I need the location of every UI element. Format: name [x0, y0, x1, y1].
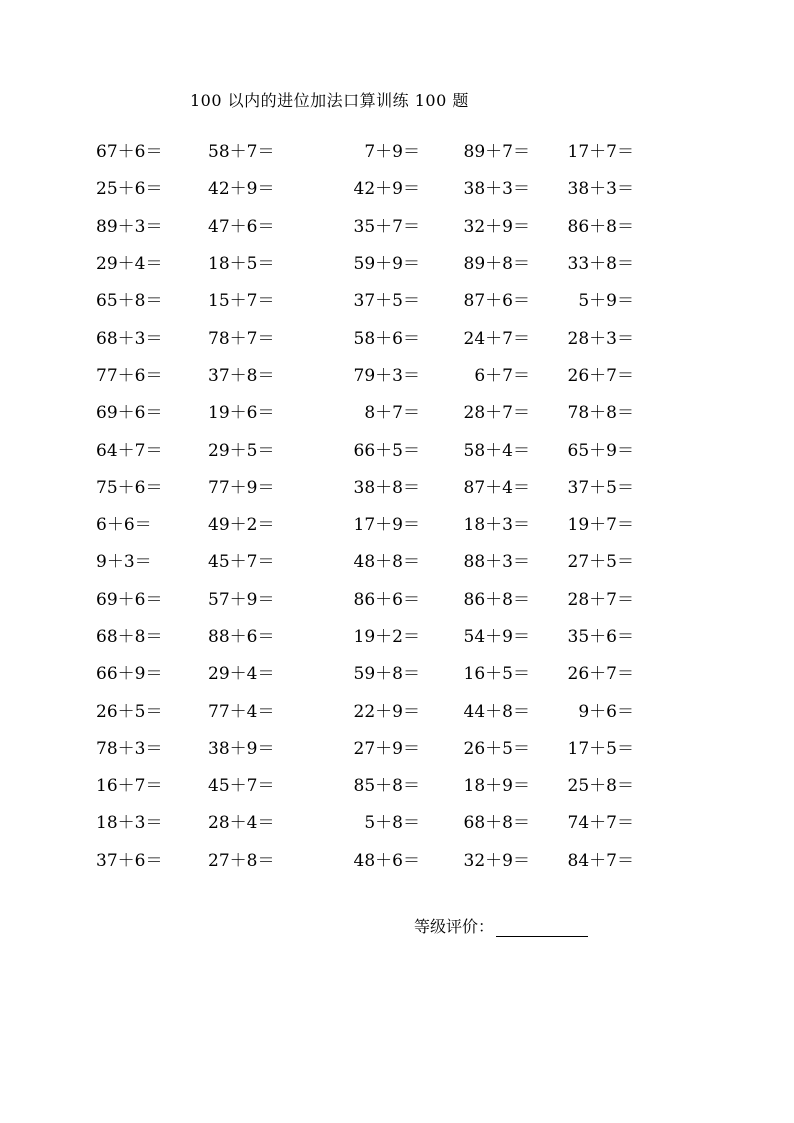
problem-item: 18＋5＝ [208, 254, 275, 275]
problem-item: 37＋8＝ [208, 365, 275, 386]
problem-item: 19＋7＝ [567, 515, 634, 536]
problem-item: 9＋3＝ [96, 552, 152, 573]
problem-item: 32＋9＝ [463, 850, 530, 871]
problem-item: 89＋3＝ [96, 216, 163, 237]
problem-row [96, 765, 636, 802]
problem-item: 24＋7＝ [463, 328, 530, 349]
problem-item: 44＋8＝ [463, 701, 530, 722]
problem-item: 87＋6＝ [463, 291, 530, 312]
grade-label: 等级评价： [414, 917, 495, 936]
problem-row [96, 317, 636, 354]
problem-item: 17＋7＝ [567, 142, 634, 163]
problem-item: 57＋9＝ [208, 589, 275, 610]
problem-item: 29＋4＝ [208, 664, 275, 685]
problem-item: 27＋8＝ [208, 850, 275, 871]
problem-item: 28＋3＝ [567, 328, 634, 349]
problem-row [96, 392, 636, 429]
problem-item: 78＋7＝ [208, 328, 275, 349]
problem-item: 59＋9＝ [353, 254, 420, 275]
problem-item: 68＋8＝ [96, 627, 163, 647]
problem-row [96, 541, 636, 578]
problem-item: 6＋6＝ [96, 515, 152, 536]
problem-item: 5＋8＝ [364, 813, 420, 834]
problem-item: 47＋6＝ [208, 216, 275, 237]
problem-row [96, 728, 636, 765]
problem-item: 64＋7＝ [96, 440, 163, 461]
problem-item: 28＋7＝ [463, 403, 530, 424]
problem-item: 16＋5＝ [463, 664, 530, 685]
problem-item: 35＋6＝ [567, 627, 634, 647]
problem-item: 37＋5＝ [567, 477, 634, 498]
problem-row [96, 355, 636, 392]
problem-item: 38＋8＝ [353, 477, 420, 498]
problem-row [96, 690, 636, 727]
problem-item: 9＋6＝ [578, 701, 634, 722]
problem-row [96, 802, 636, 839]
problem-item: 68＋3＝ [96, 328, 163, 349]
problem-item: 59＋8＝ [353, 664, 420, 685]
problem-item: 77＋6＝ [96, 365, 163, 386]
problem-item: 45＋7＝ [208, 776, 275, 797]
problem-item: 86＋8＝ [463, 589, 530, 610]
problem-item: 48＋8＝ [353, 552, 420, 573]
grade-evaluation [414, 914, 588, 937]
problem-item: 86＋6＝ [353, 589, 420, 610]
problem-item: 15＋7＝ [208, 291, 275, 312]
problem-item: 77＋9＝ [208, 477, 275, 498]
problem-item: 18＋9＝ [463, 776, 530, 797]
problem-item: 33＋8＝ [567, 254, 634, 275]
problem-item: 29＋5＝ [208, 440, 275, 461]
problem-item: 38＋3＝ [567, 179, 634, 200]
problem-item: 38＋3＝ [463, 179, 530, 200]
problem-item: 29＋4＝ [96, 254, 163, 275]
problem-row [96, 168, 636, 205]
problem-item: 25＋6＝ [96, 179, 163, 200]
problem-item: 27＋5＝ [567, 552, 634, 573]
problem-row [96, 504, 636, 541]
problem-item: 19＋2＝ [353, 627, 420, 647]
problem-item: 85＋8＝ [353, 776, 420, 797]
problem-item: 28＋4＝ [208, 813, 275, 834]
problem-item: 27＋9＝ [353, 738, 420, 759]
problem-item: 28＋7＝ [567, 589, 634, 610]
problem-item: 18＋3＝ [463, 515, 530, 536]
problem-item: 68＋8＝ [463, 813, 530, 834]
problem-item: 32＋9＝ [463, 216, 530, 237]
problem-item: 22＋9＝ [353, 701, 420, 722]
problem-item: 58＋4＝ [463, 440, 530, 461]
problem-item: 19＋6＝ [208, 403, 275, 424]
problem-item: 48＋6＝ [353, 850, 420, 871]
problem-row [96, 131, 636, 168]
problem-item: 17＋5＝ [567, 738, 634, 759]
problem-grid [96, 131, 636, 877]
problem-row [96, 280, 636, 317]
problem-item: 58＋7＝ [208, 142, 275, 163]
problem-item: 88＋3＝ [463, 552, 530, 573]
problem-item: 49＋2＝ [208, 515, 275, 536]
problem-item: 6＋7＝ [474, 365, 530, 386]
problem-row [96, 653, 636, 690]
problem-item: 65＋9＝ [567, 440, 634, 461]
problem-item: 65＋8＝ [96, 291, 163, 312]
problem-item: 25＋8＝ [567, 776, 634, 797]
problem-row [96, 579, 636, 616]
problem-row [96, 840, 636, 877]
problem-item: 26＋7＝ [567, 664, 634, 685]
problem-item: 18＋3＝ [96, 813, 163, 834]
problem-row [96, 206, 636, 243]
problem-item: 37＋5＝ [353, 291, 420, 312]
grade-blank-line[interactable] [496, 920, 588, 937]
problem-item: 35＋7＝ [353, 216, 420, 237]
problem-item: 75＋6＝ [96, 477, 163, 498]
problem-item: 88＋6＝ [208, 627, 275, 647]
problem-item: 74＋7＝ [567, 813, 634, 834]
problem-item: 79＋3＝ [353, 365, 420, 386]
problem-item: 66＋5＝ [353, 440, 420, 461]
problem-item: 26＋5＝ [96, 701, 163, 722]
problem-item: 78＋3＝ [96, 738, 163, 759]
problem-item: 87＋4＝ [463, 477, 530, 498]
problem-item: 26＋7＝ [567, 365, 634, 386]
problem-item: 45＋7＝ [208, 552, 275, 573]
problem-row [96, 243, 636, 280]
problem-item: 58＋6＝ [353, 328, 420, 349]
problem-item: 54＋9＝ [463, 627, 530, 647]
problem-item: 67＋6＝ [96, 142, 163, 163]
problem-item: 42＋9＝ [208, 179, 275, 200]
problem-item: 84＋7＝ [567, 850, 634, 871]
problem-item: 16＋7＝ [96, 776, 163, 797]
problem-item: 7＋9＝ [364, 142, 420, 163]
worksheet-title: 100 以内的进位加法口算训练 100 题 [190, 91, 469, 110]
problem-item: 17＋9＝ [353, 515, 420, 536]
problem-row [96, 616, 636, 653]
problem-item: 69＋6＝ [96, 589, 163, 610]
problem-item: 69＋6＝ [96, 403, 163, 424]
problem-item: 38＋9＝ [208, 738, 275, 759]
problem-item: 8＋7＝ [364, 403, 420, 424]
problem-item: 5＋9＝ [578, 291, 634, 312]
problem-item: 89＋7＝ [463, 142, 530, 163]
problem-item: 78＋8＝ [567, 403, 634, 424]
problem-item: 37＋6＝ [96, 850, 163, 871]
problem-item: 42＋9＝ [353, 179, 420, 200]
problem-row [96, 467, 636, 504]
problem-item: 77＋4＝ [208, 701, 275, 722]
problem-item: 89＋8＝ [463, 254, 530, 275]
problem-row [96, 429, 636, 466]
problem-item: 86＋8＝ [567, 216, 634, 237]
problem-item: 26＋5＝ [463, 738, 530, 759]
problem-item: 66＋9＝ [96, 664, 163, 685]
